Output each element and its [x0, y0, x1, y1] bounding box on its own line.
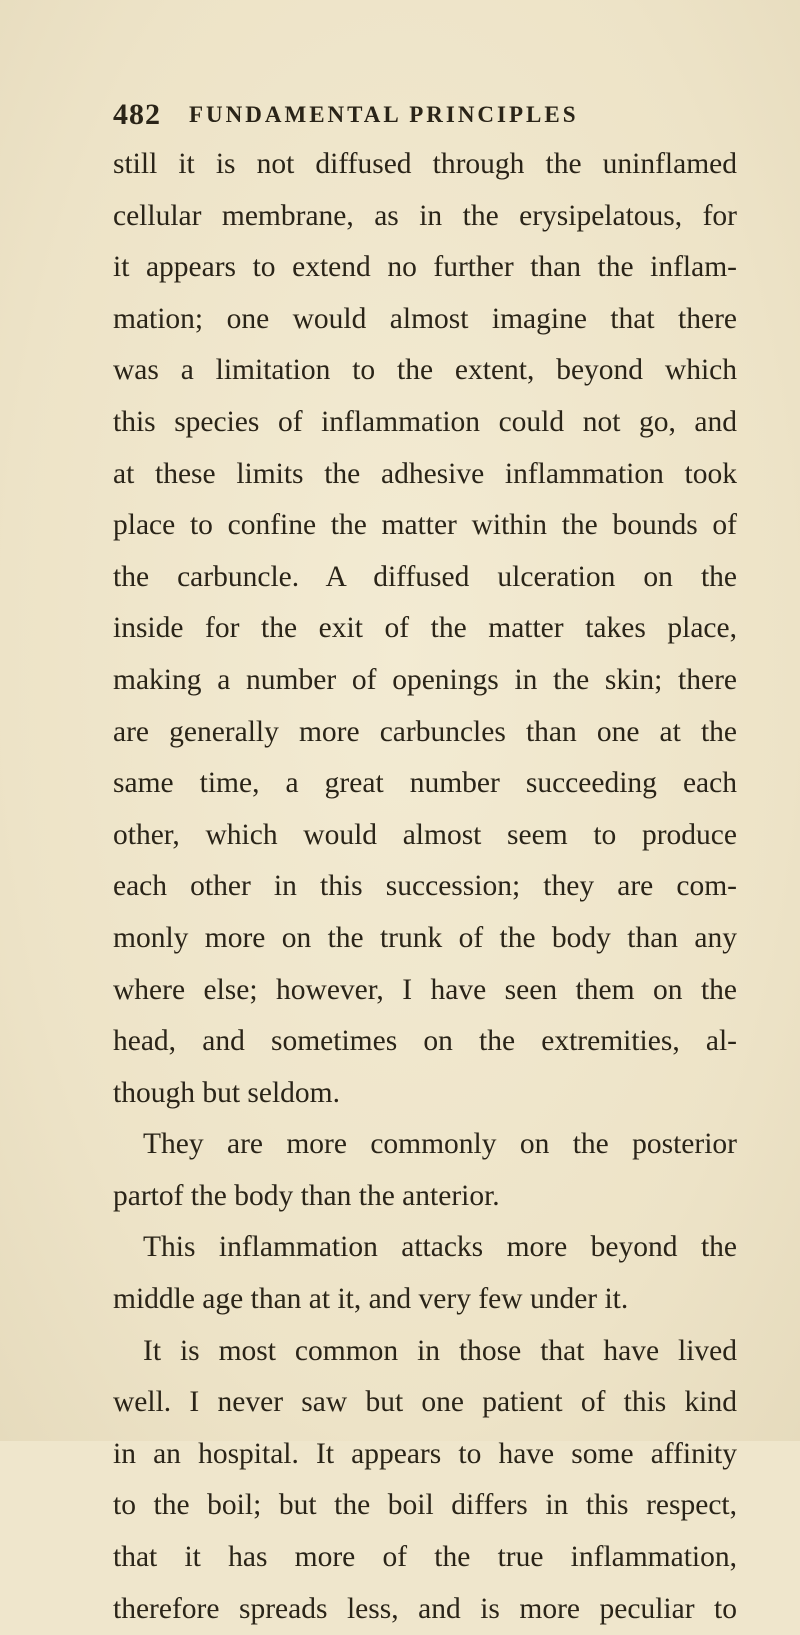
- text-line: same time, a great number succeeding each: [113, 767, 737, 800]
- running-title: FUNDAMENTAL PRINCIPLES: [189, 102, 579, 127]
- text-line: middle age than at it, and very few under it.: [113, 1283, 629, 1316]
- text-line: well. I never saw but one patient of this kind: [113, 1386, 737, 1419]
- text-line: partof the body than the anterior.: [113, 1179, 500, 1212]
- text-line: this species of inflammation could not go, and: [113, 405, 737, 438]
- text-line: where else; however, I have seen them on the: [113, 973, 737, 1006]
- text-line: in an hospital. It appears to have some affinity: [113, 1437, 737, 1470]
- text-line: therefore spreads less, and is more peculiar to: [113, 1592, 737, 1625]
- text-line: each other in this succession; they are com-: [113, 870, 737, 903]
- text-line: other, which would almost seem to produce: [113, 818, 737, 851]
- text-line: They are more commonly on the posterior: [143, 1128, 737, 1161]
- text-line: head, and sometimes on the extremities, al-: [113, 1025, 737, 1058]
- text-line: It is most common in those that have lived: [143, 1334, 737, 1367]
- text-line: to the boil; but the boil differs in this respect,: [113, 1489, 737, 1522]
- text-line: mation; one would almost imagine that there: [113, 302, 737, 335]
- text-line: This inflammation attacks more beyond the: [143, 1231, 737, 1264]
- text-line: are generally more carbuncles than one at the: [113, 715, 737, 748]
- text-line: monly more on the trunk of the body than any: [113, 921, 737, 954]
- text-line: inside for the exit of the matter takes place,: [113, 612, 737, 645]
- text-line: at these limits the adhesive inflammation took: [113, 457, 737, 490]
- text-line: was a limitation to the extent, beyond which: [113, 354, 737, 387]
- text-line: still it is not diffused through the uninflamed: [113, 148, 737, 180]
- page-number: 482: [113, 98, 161, 131]
- text-line: that it has more of the true inflammation,: [113, 1541, 737, 1574]
- running-head: [113, 98, 733, 138]
- text-line: cellular membrane, as in the erysipelatous, for: [113, 199, 737, 232]
- text-line: it appears to extend no further than the inflam-: [113, 251, 737, 284]
- text-line: though but seldom.: [113, 1076, 340, 1109]
- text-line: the carbuncle. A diffused ulceration on the: [113, 560, 737, 593]
- text-line: making a number of openings in the skin; there: [113, 663, 737, 696]
- text-line: place to confine the matter within the bounds of: [113, 509, 737, 542]
- body-text: [113, 139, 737, 1635]
